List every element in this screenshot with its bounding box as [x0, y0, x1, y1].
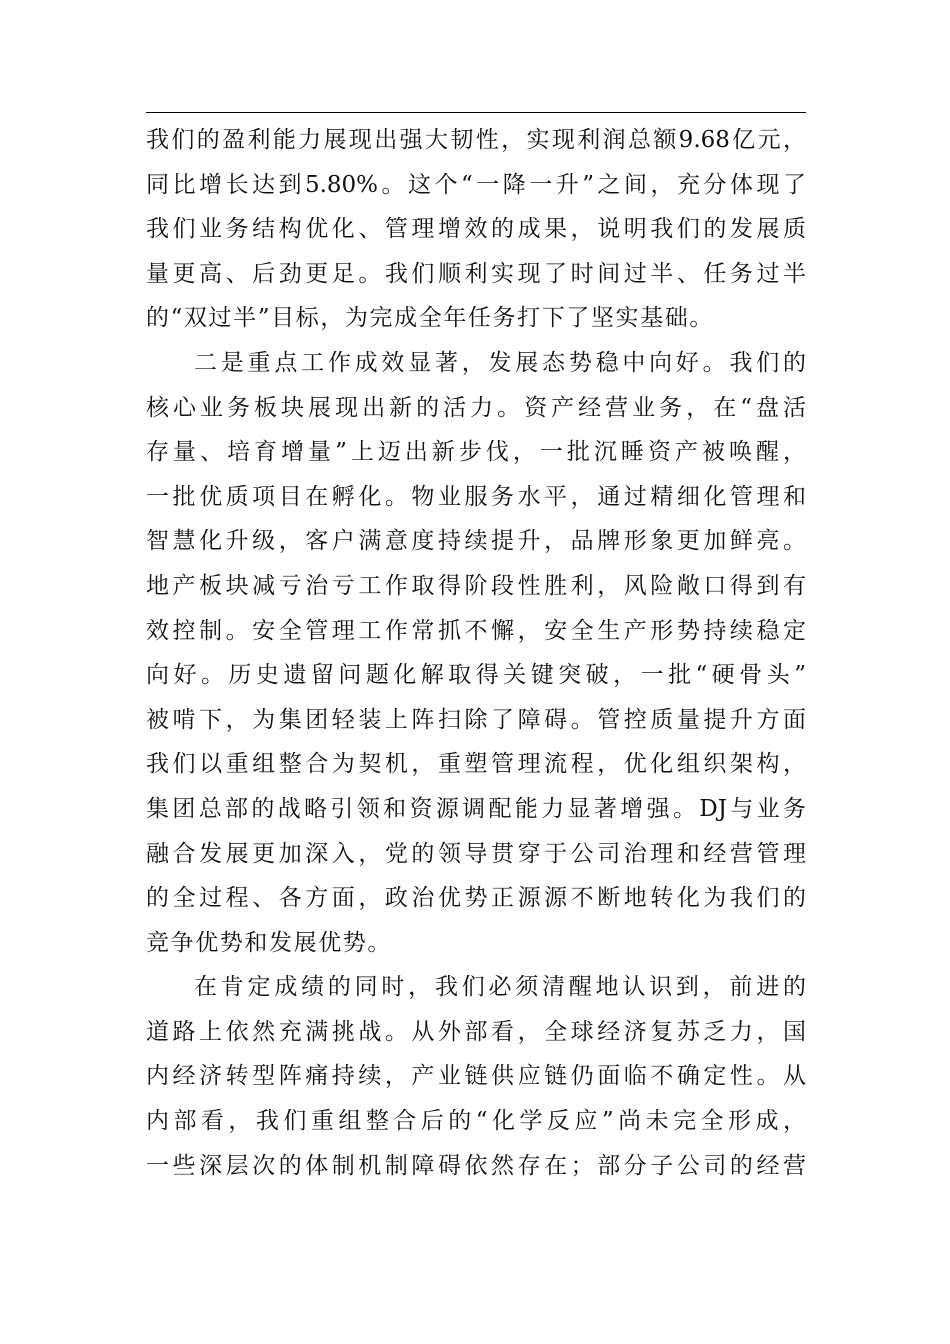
text-line: 集团总部的战略引领和资源调配能力显著增强。DJ与业务	[146, 795, 806, 822]
text-line: 地产板块减亏治亏工作取得阶段性胜利，风险敞口得到有	[146, 572, 806, 599]
text-line: 竞争优势和发展优势。	[146, 929, 392, 956]
text-line: 内部看，我们重组整合后的“化学反应”尚未完全形成，	[146, 1108, 806, 1135]
text-line: 存量、培育增量”上迈出新步伐，一批沉睡资产被唤醒，	[146, 439, 806, 466]
text-line: 融合发展更加深入，党的领导贯穿于公司治理和经营管理	[146, 840, 806, 867]
text-line: 我们的盈利能力展现出强大韧性，实现利润总额9.68亿元，	[146, 127, 806, 153]
text-line: 内经济转型阵痛持续，产业链供应链仍面临不确定性。从	[146, 1063, 806, 1090]
text-line: 同比增长达到5.80%。这个“一降一升”之间，充分体现了	[146, 171, 806, 198]
text-line: 被啃下，为集团轻装上阵扫除了障碍。管控质量提升方面	[146, 706, 806, 733]
header-rule	[146, 112, 806, 113]
text-line: 二是重点工作成效显著，发展态势稳中向好。我们的	[194, 349, 806, 376]
text-line: 道路上依然充满挑战。从外部看，全球经济复苏乏力，国	[146, 1018, 806, 1045]
text-line: 效控制。安全管理工作常抓不懈，安全生产形势持续稳定	[146, 617, 806, 644]
text-line: 量更高、后劲更足。我们顺利实现了时间过半、任务过半	[146, 260, 806, 287]
text-line: 一批优质项目在孵化。物业服务水平，通过精细化管理和	[146, 483, 806, 510]
text-line: 我们业务结构优化、管理增效的成果，说明我们的发展质	[146, 216, 806, 243]
text-line: 的全过程、各方面，政治优势正源源不断地转化为我们的	[146, 885, 806, 912]
text-line: 一些深层次的体制机制障碍依然存在；部分子公司的经营	[146, 1152, 806, 1179]
text-line: 智慧化升级，客户满意度持续提升，品牌形象更加鲜亮。	[146, 528, 806, 555]
text-line: 向好。历史遗留问题化解取得关键突破，一批“硬骨头”	[146, 662, 806, 689]
text-line: 我们以重组整合为契机，重塑管理流程，优化组织架构，	[146, 751, 806, 778]
body-text	[146, 118, 806, 1188]
text-line: 核心业务板块展现出新的活力。资产经营业务，在“盘活	[146, 394, 806, 421]
text-line: 在肯定成绩的同时，我们必须清醒地认识到，前进的	[194, 974, 806, 1001]
text-line: 的“双过半”目标，为完成全年任务打下了坚实基础。	[146, 305, 714, 332]
